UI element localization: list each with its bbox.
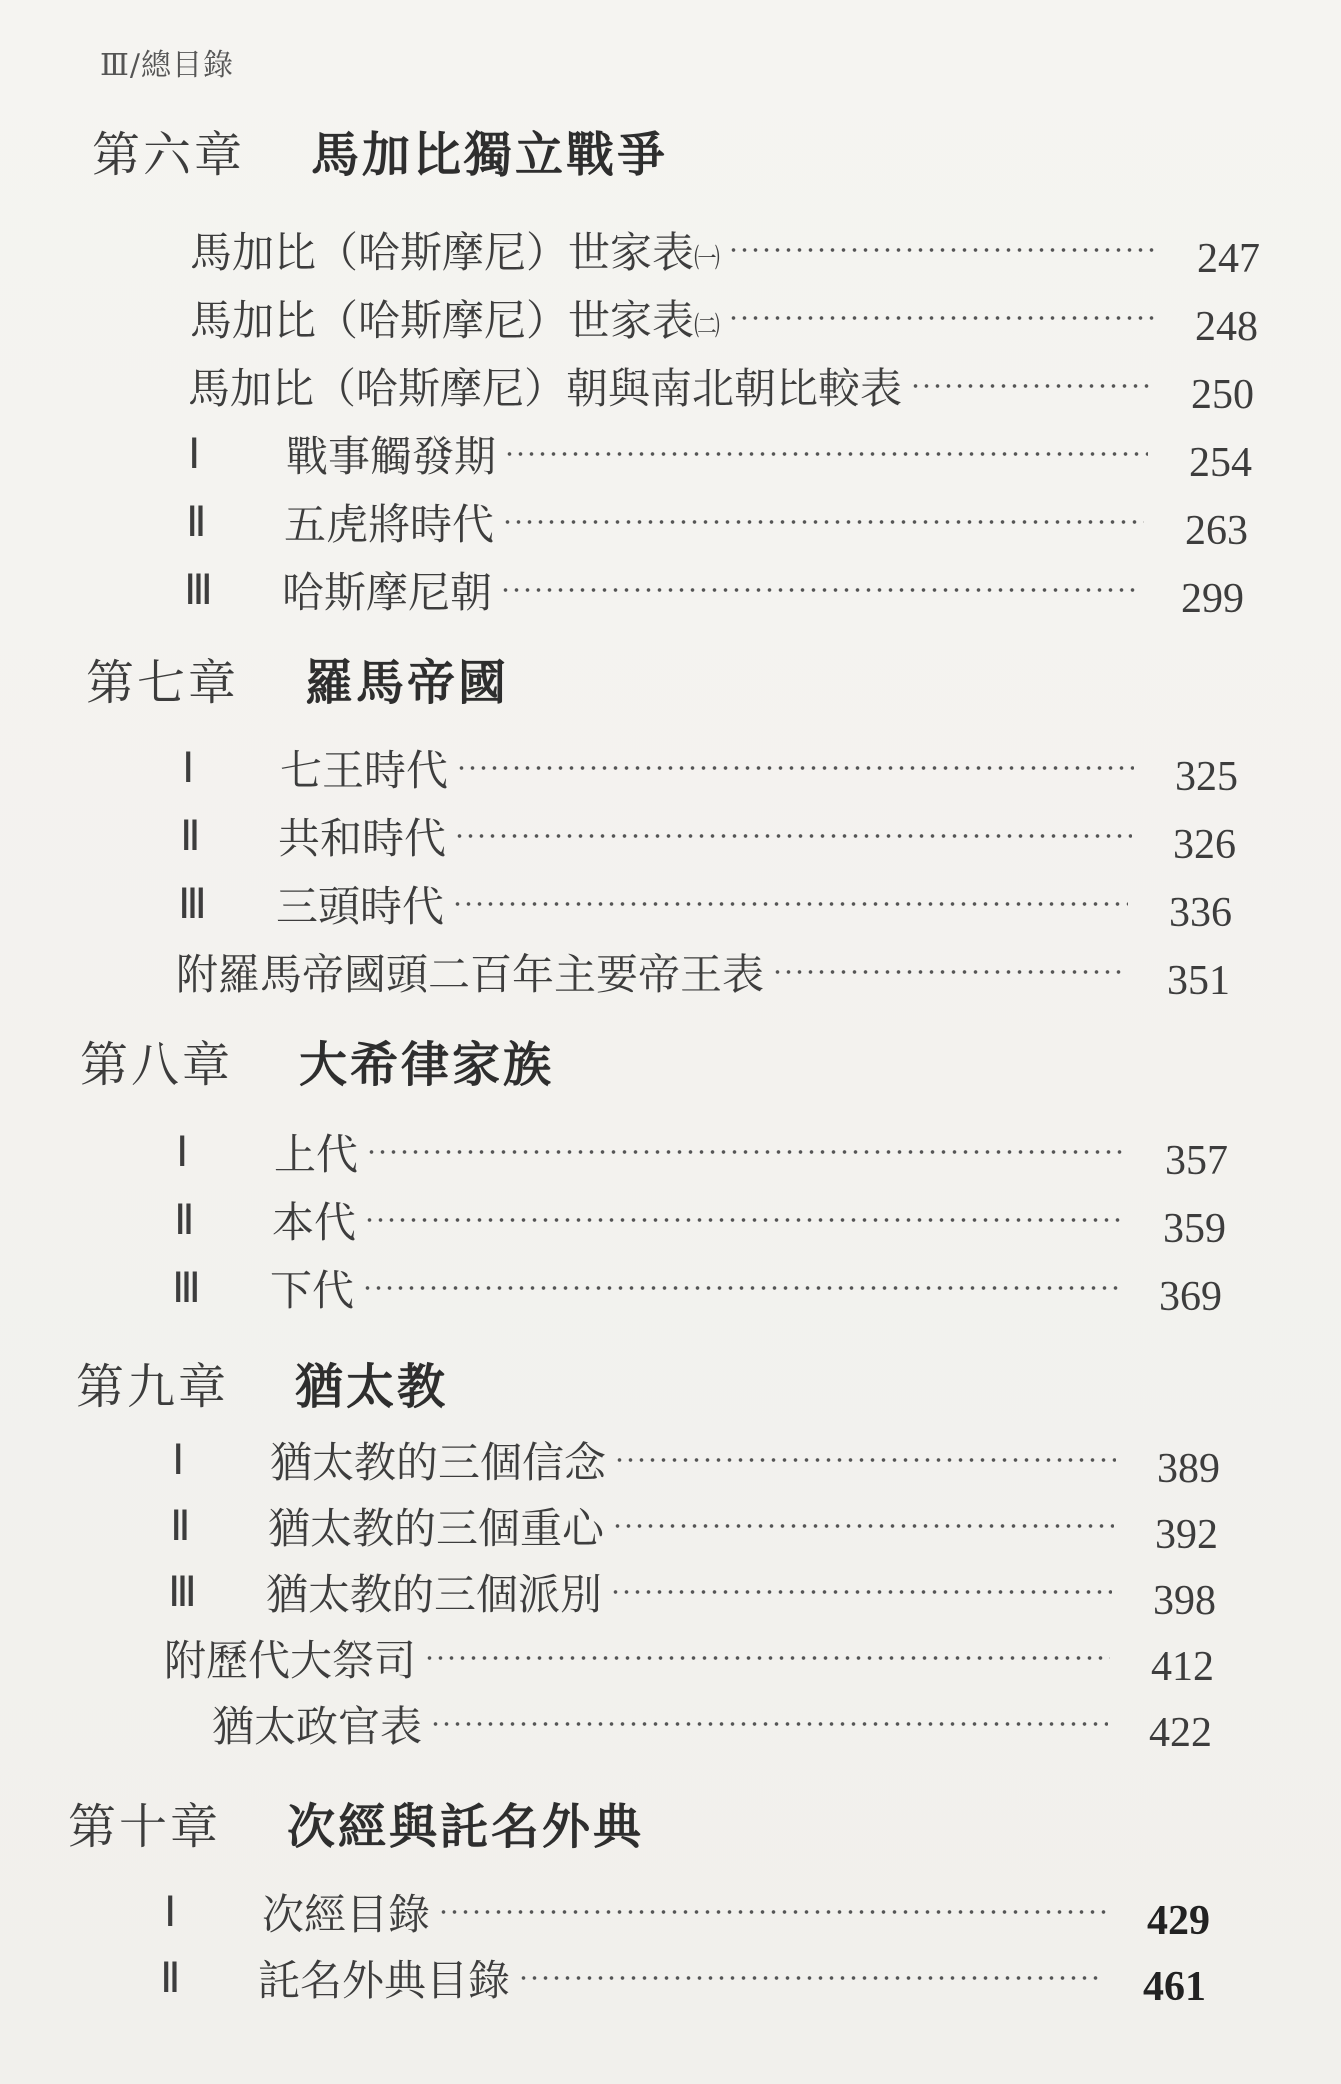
dot-leader [728, 245, 1156, 255]
dot-leader [500, 585, 1140, 595]
page-number: 326 [1173, 822, 1236, 868]
entry-title: 附羅馬帝國頭二百年主要帝王表 [176, 950, 765, 999]
page-number: 336 [1169, 890, 1232, 936]
chapter-title: 馬加比獨立戰爭 [311, 127, 669, 183]
toc-entry[interactable] [212, 1696, 1212, 1756]
chapter-title: 羅馬帝國 [305, 655, 510, 711]
dot-leader [612, 1521, 1114, 1531]
dot-leader [504, 449, 1148, 459]
toc-entry[interactable] [170, 1498, 1218, 1558]
section-numeral: Ⅱ [174, 1198, 195, 1244]
dot-leader [430, 1719, 1108, 1729]
page-number: 429 [1147, 1898, 1210, 1944]
dot-leader [518, 1973, 1102, 1983]
section-numeral: Ⅱ [170, 1504, 191, 1550]
dot-leader [454, 831, 1132, 841]
toc-entry[interactable] [188, 358, 1254, 418]
entry-title: 七王時代 [280, 746, 449, 795]
running-header: Ⅲ/總目錄 [100, 48, 235, 83]
entry-title: 戰事觸發期 [286, 432, 497, 481]
section-numeral: Ⅲ [178, 882, 207, 928]
entry-title: 猶太教的三個派別 [266, 1570, 603, 1619]
section-numeral: Ⅰ [182, 746, 195, 792]
chapter-label: 第十章 [68, 1799, 222, 1855]
section-numeral: Ⅰ [172, 1438, 185, 1484]
page-number: 461 [1143, 1964, 1206, 2010]
entry-title: 本代 [272, 1198, 357, 1247]
entry-title: 附歷代大祭司 [164, 1636, 417, 1685]
page-number: 369 [1159, 1274, 1222, 1320]
section-numeral: Ⅰ [164, 1890, 177, 1936]
page-number: 392 [1155, 1512, 1218, 1558]
page-number: 389 [1157, 1446, 1220, 1492]
chapter-heading [76, 1348, 448, 1417]
dot-leader [424, 1653, 1110, 1663]
entry-title: 下代 [270, 1266, 355, 1315]
section-numeral: Ⅱ [180, 814, 201, 860]
entry-title: 次經目錄 [262, 1890, 431, 1939]
entry-title: 猶太政官表 [212, 1702, 423, 1751]
dot-leader [910, 381, 1150, 391]
entry-title: 馬加比（哈斯摩尼）世家表㈡ [190, 296, 721, 345]
toc-entry[interactable] [178, 876, 1232, 936]
toc-entry[interactable] [172, 1432, 1220, 1492]
page-number: 254 [1189, 440, 1252, 486]
page-number: 247 [1197, 236, 1260, 282]
toc-entry[interactable] [176, 1124, 1228, 1184]
toc-entry[interactable] [174, 1192, 1226, 1252]
entry-title: 馬加比（哈斯摩尼）朝與南北朝比較表 [188, 364, 903, 413]
entry-title: 猶太教的三個重心 [268, 1504, 605, 1553]
toc-entry[interactable] [168, 1564, 1216, 1624]
entry-title: 馬加比（哈斯摩尼）世家表㈠ [190, 228, 721, 277]
page-number: 351 [1167, 958, 1230, 1004]
chapter-heading [86, 644, 509, 713]
section-numeral: Ⅰ [176, 1130, 189, 1176]
page-number: 299 [1181, 576, 1244, 622]
dot-leader [456, 763, 1134, 773]
dot-leader [366, 1147, 1124, 1157]
toc-entry[interactable] [190, 290, 1258, 350]
chapter-heading [80, 1026, 554, 1095]
entry-title: 共和時代 [278, 814, 447, 863]
toc-entry[interactable] [172, 1260, 1222, 1320]
toc-entry[interactable] [190, 222, 1260, 282]
dot-leader [614, 1455, 1116, 1465]
page-number: 422 [1149, 1710, 1212, 1756]
toc-entry[interactable] [164, 1884, 1210, 1944]
entry-title: 託名外典目錄 [258, 1956, 511, 2005]
chapter-title: 猶太教 [295, 1359, 449, 1415]
section-numeral: Ⅰ [188, 432, 201, 478]
dot-leader [364, 1215, 1122, 1225]
chapter-title: 次經與託名外典 [287, 1799, 645, 1855]
toc-entry[interactable] [180, 808, 1236, 868]
toc-entry[interactable] [160, 1950, 1206, 2010]
section-numeral: Ⅱ [160, 1956, 181, 2002]
chapter-heading [92, 116, 668, 185]
page-number: 248 [1195, 304, 1258, 350]
toc-entry[interactable] [184, 562, 1244, 622]
toc-entry[interactable] [176, 944, 1230, 1004]
toc-entry[interactable] [182, 740, 1238, 800]
page-number: 398 [1153, 1578, 1216, 1624]
page-number: 250 [1191, 372, 1254, 418]
chapter-label: 第八章 [80, 1037, 234, 1093]
toc-entry[interactable] [188, 426, 1252, 486]
dot-leader [502, 517, 1144, 527]
section-numeral: Ⅲ [184, 568, 213, 614]
dot-leader [772, 967, 1126, 977]
entry-title: 猶太教的三個信念 [270, 1438, 607, 1487]
toc-entry[interactable] [186, 494, 1248, 554]
entry-title: 哈斯摩尼朝 [282, 568, 493, 617]
section-numeral: Ⅲ [172, 1266, 201, 1312]
dot-leader [452, 899, 1128, 909]
section-numeral: Ⅱ [186, 500, 207, 546]
chapter-heading [68, 1788, 644, 1857]
chapter-label: 第九章 [76, 1359, 230, 1415]
chapter-title: 大希律家族 [299, 1037, 555, 1093]
page-number: 325 [1175, 754, 1238, 800]
page-number: 263 [1185, 508, 1248, 554]
chapter-label: 第六章 [92, 127, 246, 183]
chapter-label: 第七章 [86, 655, 240, 711]
entry-title: 五虎將時代 [284, 500, 495, 549]
dot-leader [362, 1283, 1118, 1293]
page-number: 412 [1151, 1644, 1214, 1690]
dot-leader [728, 313, 1154, 323]
entry-title: 三頭時代 [276, 882, 445, 931]
section-numeral: Ⅲ [168, 1570, 197, 1616]
dot-leader [438, 1907, 1106, 1917]
dot-leader [610, 1587, 1112, 1597]
toc-entry[interactable] [164, 1630, 1214, 1690]
page-number: 359 [1163, 1206, 1226, 1252]
entry-title: 上代 [274, 1130, 359, 1179]
page-number: 357 [1165, 1138, 1228, 1184]
